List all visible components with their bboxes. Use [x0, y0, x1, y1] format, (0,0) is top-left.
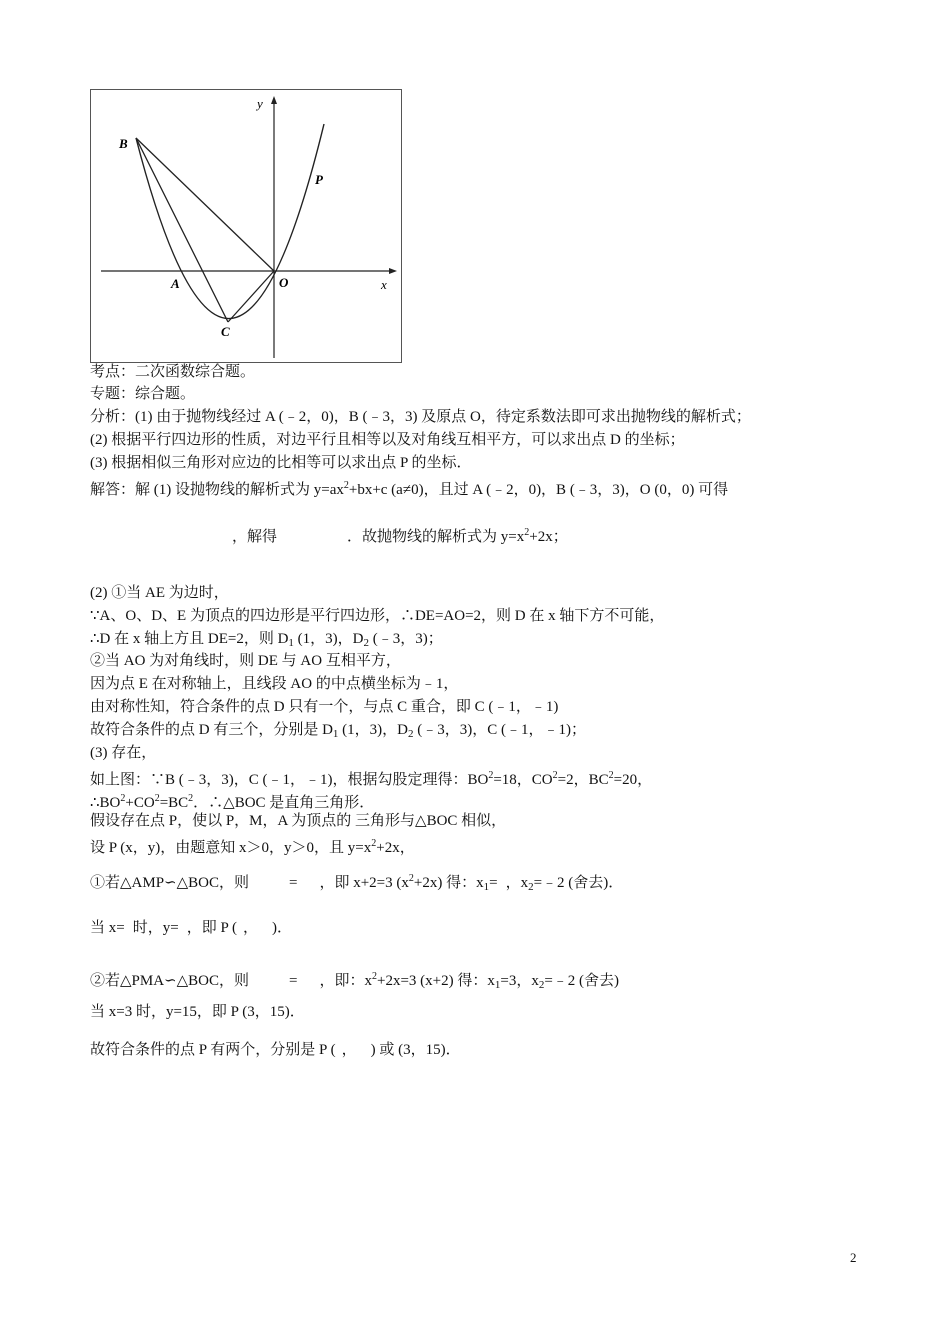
fenxi-line-2: (2) 根据平行四边形的性质，对边平行且相等以及对角线互相平方，可以求出点 D 的坐标； [90, 432, 685, 448]
sub-1: 1 [332, 728, 339, 740]
p2-3b: (1，3)，D [293, 631, 364, 647]
part3-line-3 [90, 789, 374, 813]
conclusion-line [90, 1040, 461, 1060]
sub-1: 1 [288, 637, 294, 649]
sub-2: 2 [363, 637, 369, 649]
sup-2: 2 [524, 527, 530, 538]
c2a: 当 x= [90, 920, 125, 936]
part2-line-2: ∵A、O、D、E 为顶点的四边形是平行四边形，∴DE=AO=2，则 D 在 x 轴下方不可能， [90, 608, 665, 624]
sup-2: 2 [343, 480, 349, 491]
p2-7c: (﹣3，3)，C (﹣1，﹣1)； [413, 722, 586, 738]
sup-2: 2 [488, 770, 494, 781]
part3-line-1: (3) 存在， [90, 745, 157, 761]
part2-line-4: ②当 AO 为对角线时，则 DE 与 AO 互相平方， [90, 653, 401, 669]
label-c: C [221, 324, 230, 339]
case1-result-line [90, 918, 292, 938]
c5a: 故符合条件的点 P 有两个，分别是 P ( [90, 1042, 336, 1058]
jieda-1a: 解答：解 (1) 设抛物线的解析式为 y=ax [90, 482, 344, 498]
label-o: O [279, 275, 289, 290]
fenxi-line-1: 分析：(1) 由于抛物线经过 A (﹣2，0)，B (﹣3，3) 及原点 O，待定系数法即可求出抛物线的解析式； [90, 409, 751, 425]
segment-bc [136, 138, 228, 322]
c3a: ②若△PMA∽△BOC，则 [90, 973, 249, 989]
c1d: +2x) 得：x [413, 875, 484, 891]
jieda-2a: ，解得 [232, 529, 278, 545]
c1c: ，即 x+2=3 (x [319, 875, 409, 891]
part3-line-2 [90, 766, 652, 790]
part2-line-1: (2) ①当 AE 为边时， [90, 585, 229, 601]
c2b: 时，y= [132, 920, 179, 936]
case2-result-line: 当 x=3 时，y=15，即 P (3，15)． [90, 1004, 305, 1020]
page-number: 2 [850, 1250, 857, 1265]
jieda-2c: +2x； [529, 529, 568, 545]
case1-line [90, 869, 623, 897]
p3-3a: ∴BO [90, 795, 121, 811]
sub-2: 2 [538, 979, 545, 991]
part2-line-7 [90, 720, 586, 744]
fenxi-line-3: (3) 根据相似三角形对应边的比相等可以求出点 P 的坐标． [90, 455, 472, 471]
case2-line [90, 967, 619, 995]
c1f: ，x [505, 875, 529, 891]
p3-3b: +CO [125, 795, 155, 811]
p2-7a: 故符合条件的点 D 有三个，分别是 D [90, 722, 333, 738]
segment-bo [136, 138, 274, 271]
sup-2: 2 [552, 770, 558, 781]
c5b: ， [341, 1042, 357, 1058]
jieda-line-1 [90, 476, 728, 500]
c5c: ) 或 (3，15)． [370, 1042, 461, 1058]
c2d: ， [242, 920, 258, 936]
sup-2: 2 [371, 838, 377, 849]
jieda-line-2 [232, 523, 568, 547]
kaodian-line: 考点：二次函数综合题。 [90, 364, 256, 380]
part2-line-6: 由对称性知，符合条件的点 D 只有一个，与点 C 重合，即 C (﹣1，﹣1) [90, 699, 559, 715]
label-b: B [119, 136, 128, 151]
c2e: )． [271, 920, 292, 936]
part3-line-5 [90, 834, 415, 858]
parabola-diagram [91, 90, 401, 362]
p2-3c: (﹣3，3)； [369, 631, 443, 647]
p3-5b: +2x， [376, 840, 415, 856]
label-p: P [315, 172, 323, 187]
sub-2: 2 [408, 728, 414, 740]
c2c: ，即 P ( [186, 920, 237, 936]
label-a: A [171, 276, 180, 291]
segment-co [228, 271, 274, 322]
jieda-2b: ．故抛物线的解析式为 y=x [347, 529, 525, 545]
p3-2b: =18，CO [493, 772, 553, 788]
p2-3a: ∴D 在 x 轴上方且 DE=2，则 D [90, 631, 289, 647]
sup-2: 2 [120, 793, 126, 804]
p3-2a: 如上图：∵B (﹣3，3)，C (﹣1，﹣1)，根据勾股定理得：BO [90, 772, 489, 788]
c1b: = [289, 875, 298, 891]
sub-1: 1 [483, 881, 490, 893]
sup-2: 2 [188, 793, 194, 804]
p3-3c: =BC [159, 795, 189, 811]
jieda-1b: +bx+c (a≠0)，且过 A (﹣2，0)，B (﹣3，3)，O (0，0) 可得 [348, 482, 729, 498]
c3e: =3，x [500, 973, 539, 989]
parabola-curve [136, 124, 324, 319]
label-y: y [257, 96, 263, 111]
sup-2: 2 [154, 793, 160, 804]
c1a: ①若△AMP∽△BOC，则 [90, 875, 249, 891]
part2-line-5: 因为点 E 在对称轴上，且线段 AO 的中点横坐标为﹣1， [90, 676, 459, 692]
part3-line-4: 假设存在点 P，使以 P，M，A 为顶点的 三角形与△BOC 相似， [90, 813, 507, 829]
sup-2: 2 [608, 770, 614, 781]
sup-2: 2 [408, 873, 414, 884]
x-axis-arrow [389, 268, 397, 274]
y-axis-arrow [271, 96, 277, 104]
parabola-figure [90, 89, 402, 363]
c3b: = [289, 973, 298, 989]
p3-5a: 设 P (x，y)，由题意知 x＞0，y＞0，且 y=x [90, 840, 372, 856]
label-x: x [381, 277, 387, 292]
c3f: =﹣2 (舍去) [544, 973, 620, 989]
part2-line-3 [90, 629, 443, 653]
p3-2c: =2，BC [557, 772, 609, 788]
p3-2d: =20， [613, 772, 653, 788]
sub-2: 2 [528, 881, 534, 893]
sup-2: 2 [371, 971, 377, 982]
p3-3d: ．∴△BOC 是直角三角形． [193, 795, 375, 811]
c1e: = [489, 875, 498, 891]
c3d: +2x=3 (x+2) 得：x [376, 973, 495, 989]
c3c: ，即：x [319, 973, 372, 989]
sub-1: 1 [494, 979, 501, 991]
c1g: =﹣2 (舍去)． [533, 875, 624, 891]
zhuanti-line: 专题：综合题。 [90, 386, 196, 402]
p2-7b: (1，3)，D [338, 722, 408, 738]
